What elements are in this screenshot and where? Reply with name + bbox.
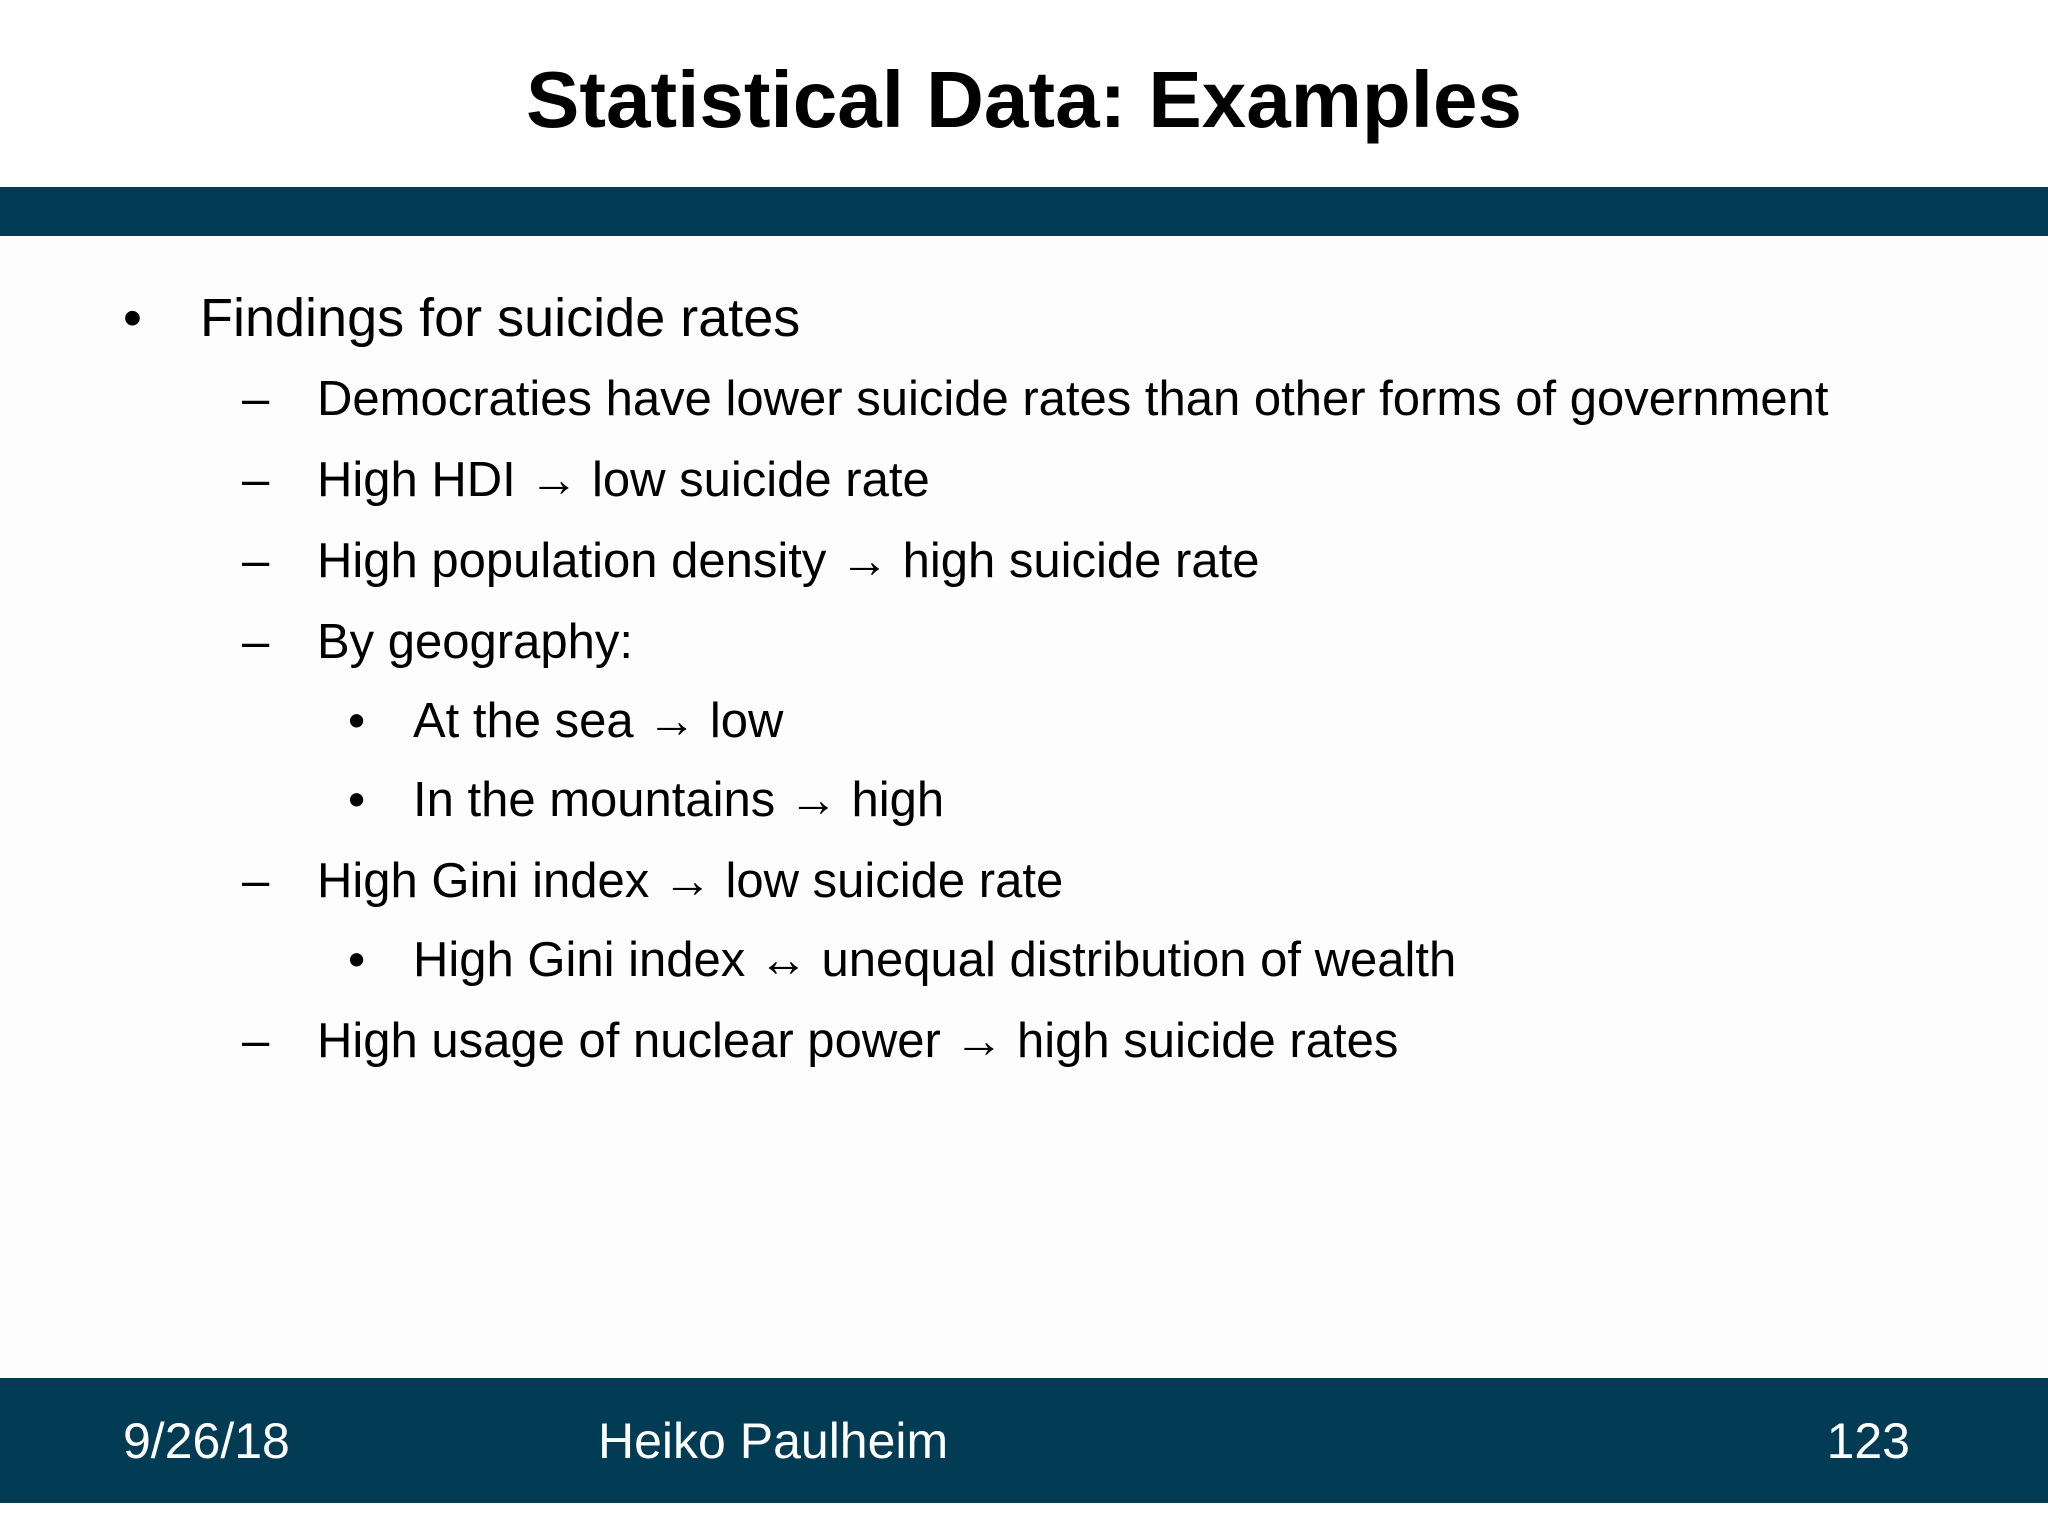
dash-marker: – xyxy=(242,453,270,507)
slide-content xyxy=(0,236,2048,1378)
bullet-mountains: In the mountains → high xyxy=(413,773,945,827)
bullet-geography: By geography: xyxy=(317,615,633,669)
bullet-nuclear: High usage of nuclear power → high suicide rates xyxy=(317,1014,1399,1068)
bottom-strip xyxy=(0,1503,2048,1536)
dash-marker: – xyxy=(242,534,270,588)
bullet-population: High population density → high suicide rate xyxy=(317,534,1260,588)
bullet-findings: Findings for suicide rates xyxy=(200,288,801,348)
bullet-gini: High Gini index → low suicide rate xyxy=(317,854,1064,908)
dash-marker: – xyxy=(242,1014,270,1068)
dash-marker: – xyxy=(242,854,270,908)
footer-author: Heiko Paulheim xyxy=(598,1413,949,1469)
sub-bullet-marker: • xyxy=(348,773,366,827)
footer-page-number: 123 xyxy=(1826,1413,1910,1469)
dash-marker: – xyxy=(242,372,270,426)
dash-marker: – xyxy=(242,615,270,669)
sub-bullet-marker: • xyxy=(348,933,366,987)
footer-date: 9/26/18 xyxy=(123,1413,290,1469)
bullet-sea: At the sea → low xyxy=(413,694,784,748)
sub-bullet-marker: • xyxy=(348,694,366,748)
bullet-hdi: High HDI → low suicide rate xyxy=(317,453,930,507)
title-divider-band xyxy=(0,187,2048,236)
bullet-marker: • xyxy=(123,288,142,348)
bullet-gini-definition: High Gini index ↔ unequal distribution of wealth xyxy=(413,933,1457,987)
bullet-democracies: Democraties have lower suicide rates than other forms of government xyxy=(317,372,1829,426)
slide-footer xyxy=(0,1378,2048,1503)
slide-title: Statistical Data: Examples xyxy=(526,55,1522,144)
